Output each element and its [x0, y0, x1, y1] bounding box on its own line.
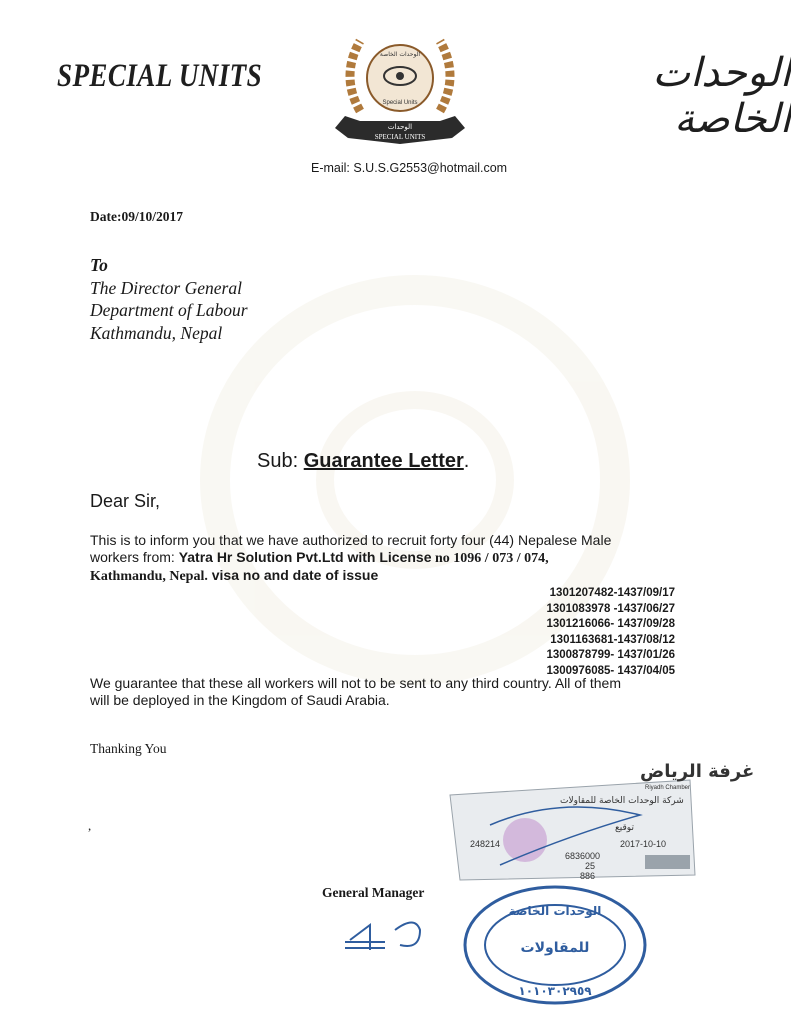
- svg-text:الوحدات الخاصة: الوحدات الخاصة: [379, 51, 421, 58]
- subject-title: Guarantee Letter: [303, 450, 464, 472]
- signatory-title: General Manager: [322, 885, 425, 900]
- subject-line: [257, 450, 469, 473]
- stamp-signature-line: توقيع: [615, 823, 634, 833]
- subject-suffix: .: [463, 450, 470, 472]
- subject-colon: :: [292, 450, 304, 472]
- company-name-english: SPECIAL UNITS: [57, 58, 263, 94]
- svg-text:Special Units: Special Units: [382, 100, 418, 106]
- recipient-to: To: [90, 255, 108, 275]
- stamp-certify-line: شركة الوحدات الخاصة للمقاولات: [560, 796, 684, 806]
- handwritten-signature: [340, 910, 450, 960]
- stamp-number-2: 6836000: [565, 851, 601, 861]
- company-email: E-mail: S.U.S.G2553@hotmail.com: [311, 161, 508, 175]
- paragraph2-line1: We guarantee that these all workers will not to be sent to any third country. All of them: [90, 675, 621, 691]
- visa-item: 1300878799- 1437/01/26: [546, 649, 675, 662]
- svg-text:الوحدات: الوحدات: [387, 123, 413, 131]
- visa-item: 1301216066- 1437/09/28: [546, 618, 675, 631]
- company-emblem-logo: [330, 16, 470, 156]
- visa-item: 1301163681-1437/08/12: [550, 633, 675, 646]
- license-number: no 1096 / 073 / 074,: [431, 551, 549, 566]
- agency-location: Kathmandu, Nepal.: [90, 569, 208, 584]
- salutation: Dear Sir,: [90, 491, 161, 511]
- paragraph2-line2: will be deployed in the Kingdom of Saudi Arabia.: [90, 692, 390, 708]
- stamp-number-1: 248214: [470, 839, 501, 849]
- closing-text: Thanking You: [90, 741, 167, 756]
- seal-bottom-text: ١٠١٠٣٠٢٩٥٩: [518, 984, 592, 998]
- visa-item: 1301083978 -1437/06/27: [546, 602, 675, 615]
- recipient-line-3: Kathmandu, Nepal: [90, 322, 223, 343]
- stray-comma: ,: [88, 818, 92, 833]
- agency-name: Yatra Hr Solution Pvt.Ltd with License: [178, 549, 432, 565]
- seal-top-text: الوحدات الخاصة: [508, 904, 602, 918]
- stamp-number-4: 886: [580, 871, 596, 881]
- paragraph1-line1: This is to inform you that we have authorized to recruit forty four (44) Nepalese Male: [90, 532, 612, 548]
- stamp-number-3: 25: [585, 861, 596, 871]
- subject-prefix: Sub: [257, 450, 293, 472]
- recipient-line-1: The Director General: [90, 277, 242, 298]
- visa-item: 1300976085- 1437/04/05: [546, 664, 675, 677]
- visa-heading: visa no and date of issue: [207, 567, 379, 583]
- seal-middle-text: للمقاولات: [520, 940, 590, 956]
- company-name-arabic: الوحدات الخاصة: [652, 50, 791, 142]
- svg-text:SPECIAL UNITS: SPECIAL UNITS: [374, 133, 426, 141]
- stamp-chamber-en: Riyadh Chamber: [645, 785, 691, 791]
- chamber-certification-stamp: [440, 755, 755, 885]
- stamp-date: 2017-10-10: [620, 839, 667, 849]
- visa-item: 1301207482-1437/09/17: [549, 587, 675, 599]
- paragraph1-line3: [90, 567, 700, 585]
- letter-date: Date:09/10/2017: [90, 209, 183, 224]
- paragraph-guarantee: [90, 675, 700, 709]
- paragraph1-line2-a: workers from:: [90, 549, 179, 565]
- company-seal-stamp: [460, 880, 650, 1010]
- stamp-chamber-name: غرفة الرياض: [640, 761, 755, 782]
- paragraph1-line2: [90, 549, 700, 567]
- paragraph-authorization: [90, 532, 700, 585]
- visa-list: [535, 586, 675, 680]
- recipient-line-2: Department of Labour: [90, 300, 248, 320]
- recipient-address: [90, 254, 248, 344]
